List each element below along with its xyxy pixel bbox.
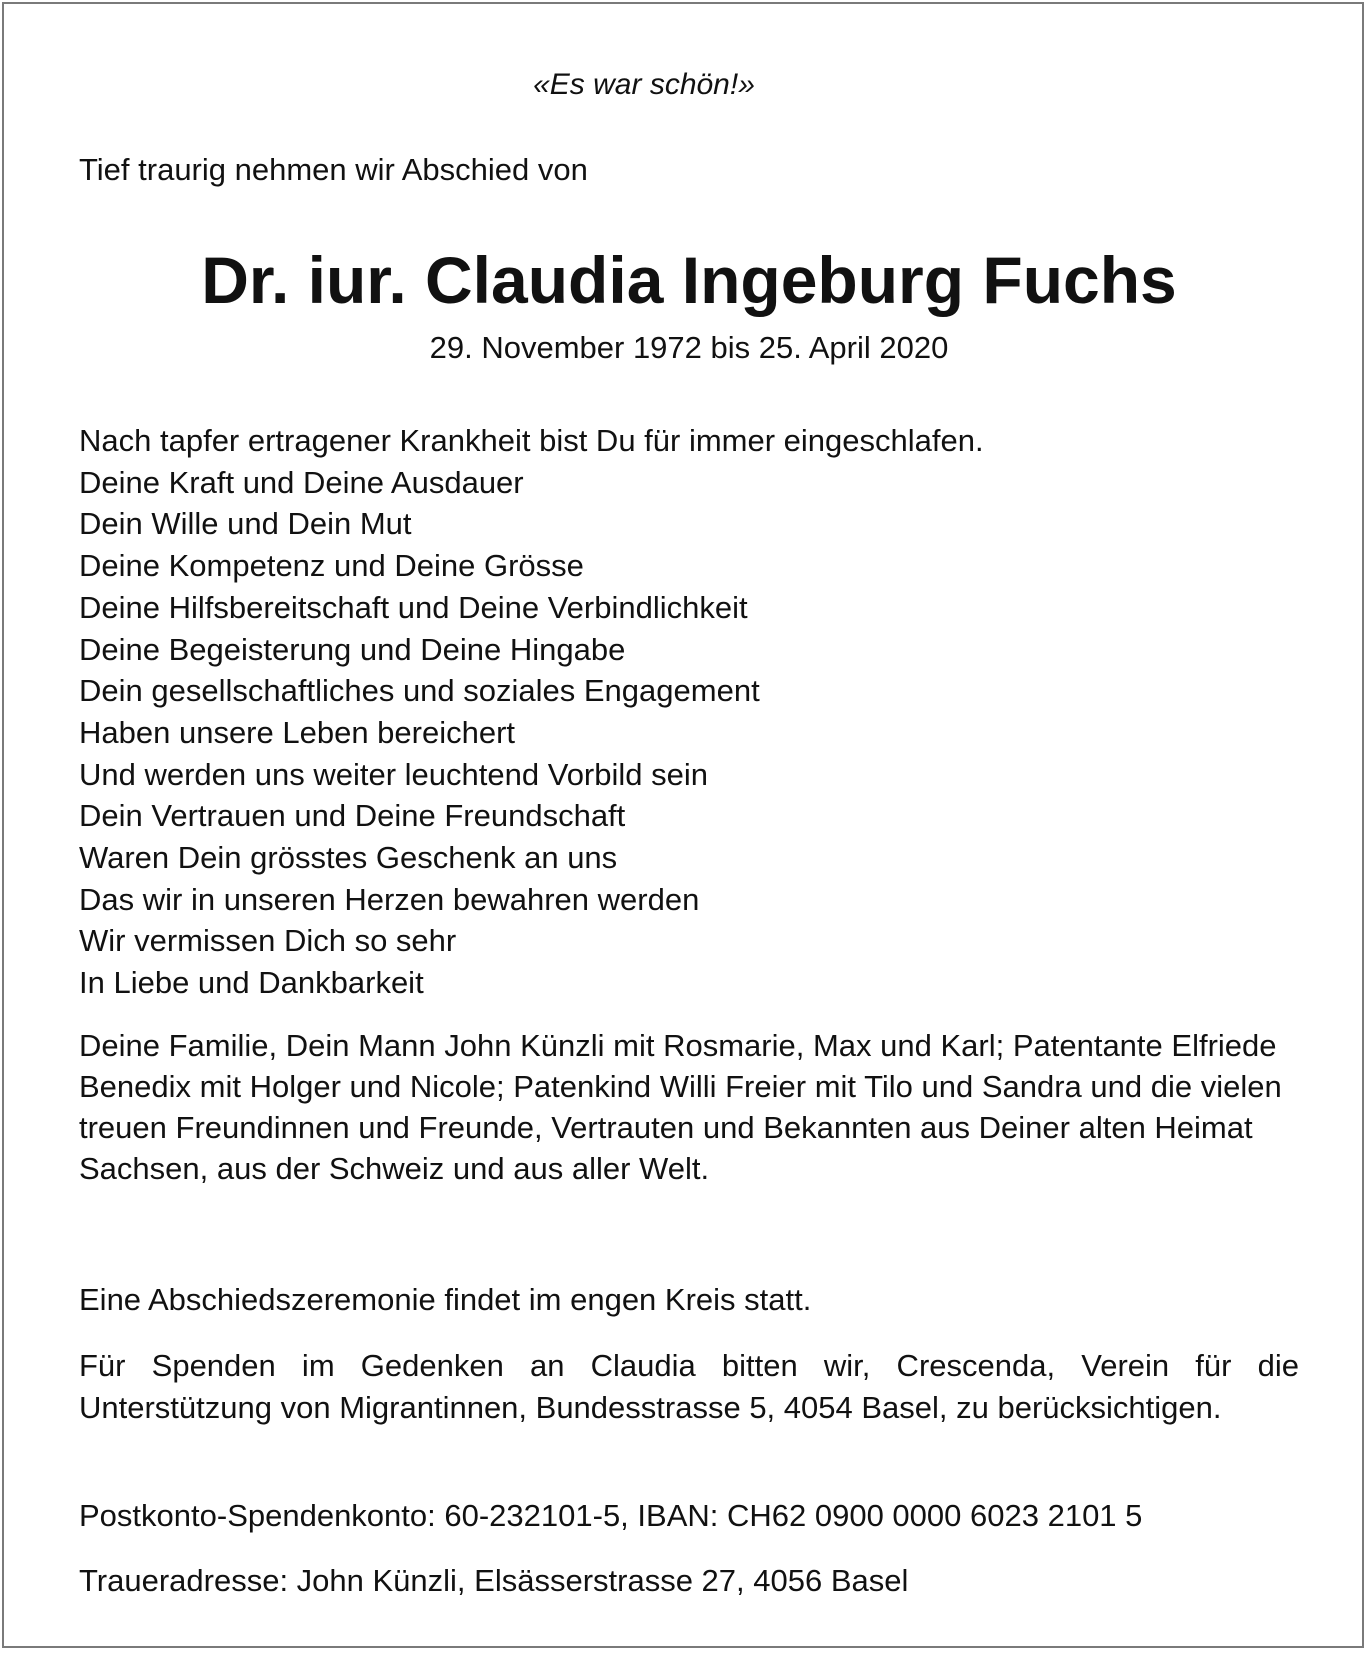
poem-line: Deine Hilfsbereitschaft und Deine Verbindlichkeit xyxy=(79,589,748,625)
poem-line: Das wir in unseren Herzen bewahren werden xyxy=(79,881,700,917)
poem-line: Waren Dein grösstes Geschenk an uns xyxy=(79,840,618,876)
intro-text: Tief traurig nehmen wir Abschied von xyxy=(79,152,588,187)
poem-line: Haben unsere Leben bereichert xyxy=(79,714,516,750)
family-paragraph: Deine Familie, Dein Mann John Künzli mit Rosmarie, Max und Karl; Patentante Elfriede Benedix mit Holger und Nicole; Patenkind Willi Freier mit Tilo und Sandra und die vielen treuen Freundinnen und Freunde, Vertrauten und Bekannten aus Deiner alten Heimat Sachsen, aus der Schweiz und aus aller Welt. xyxy=(79,1028,1282,1186)
ceremony-text: Eine Abschiedszeremonie findet im engen Kreis statt. xyxy=(79,1282,812,1317)
poem-line: Und werden uns weiter leuchtend Vorbild sein xyxy=(79,756,708,792)
deceased-name: Dr. iur. Claudia Ingeburg Fuchs xyxy=(201,243,1177,317)
donation-account: Postkonto-Spendenkonto: 60-232101-5, IBAN: CH62 0900 0000 6023 2101 5 xyxy=(79,1498,1143,1533)
poem-line: Dein Wille und Dein Mut xyxy=(79,506,412,542)
motto: «Es war schön!» xyxy=(533,68,755,101)
mourning-address: Traueradresse: John Künzli, Elsässerstrasse 27, 4056 Basel xyxy=(79,1563,909,1598)
life-dates: 29. November 1972 bis 25. April 2020 xyxy=(429,330,949,365)
donations-paragraph: Für Spenden im Gedenken an Claudia bitten wir, Crescenda, Verein für die Unterstützung von Migrantinnen, Bundesstrasse 5, 4054 Basel, zu berücksichtigen. xyxy=(79,1348,1299,1425)
poem-line: Deine Kompetenz und Deine Grösse xyxy=(79,548,584,584)
poem-line: In Liebe und Dankbarkeit xyxy=(79,965,424,1001)
poem xyxy=(79,420,984,1004)
poem-line: Nach tapfer ertragener Krankheit bist Du für immer eingeschlafen. xyxy=(79,423,984,458)
poem-line: Deine Kraft und Deine Ausdauer xyxy=(79,464,524,500)
poem-line: Dein Vertrauen und Deine Freundschaft xyxy=(79,798,626,834)
poem-line: Dein gesellschaftliches und soziales Engagement xyxy=(79,673,760,709)
poem-line: Deine Begeisterung und Deine Hingabe xyxy=(79,631,626,667)
poem-line: Wir vermissen Dich so sehr xyxy=(79,923,457,959)
notice-frame xyxy=(2,2,1364,1648)
